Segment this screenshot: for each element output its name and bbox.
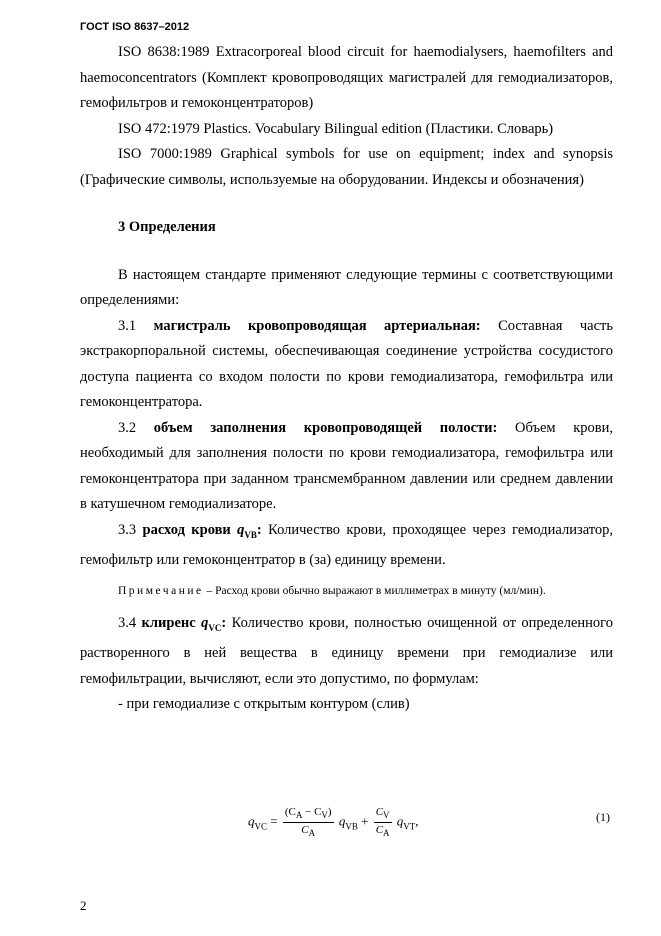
formula-mid: q: [338, 813, 346, 829]
definition-number: 3.3: [118, 521, 137, 538]
definition-colon: :: [221, 614, 227, 631]
frac1-den: C: [301, 824, 309, 837]
frac1-num-v-sub: V: [321, 810, 328, 821]
equation-number: (1): [596, 810, 610, 824]
document-body: [80, 40, 613, 718]
formula-end-sub: VT: [403, 821, 416, 832]
definition-term: магистраль кровопроводящая артериальная:: [153, 317, 481, 334]
definition-symbol: q: [237, 521, 245, 538]
frac1-den-sub: A: [308, 828, 316, 839]
definition-number: 3.4: [118, 614, 137, 631]
formula-end: q: [396, 813, 404, 829]
definition-text: Объем крови, необходимый для заполнения полости по крови гемодиализатора, гемофильтра или гемоконцентратора при заданном трансмембранном давлении или среднем давлении в катушечном гемодиализаторе.: [80, 419, 614, 512]
formula-lhs: q: [248, 813, 255, 829]
frac1-num-a-sub: A: [295, 810, 303, 821]
definition-symbol-sub: VB: [244, 529, 257, 540]
definition-text: Количество крови, полностью очищенной от определенного растворенного в ней вещества в единицу времени при гемодиализе или гемофильтрации, вычисляют, если это допустимо, по формулам:: [80, 614, 614, 687]
definition-3-3: [80, 518, 613, 574]
definition-symbol-sub: VC: [208, 622, 222, 633]
page-number: 2: [80, 898, 87, 913]
definition-term: объем заполнения кровопроводящей полости:: [153, 419, 498, 436]
section-title: 3 Определения: [118, 219, 216, 235]
note: [80, 579, 613, 605]
definition-text: Количество крови, проходящее через гемодиализатор, гемофильтр или гемоконцентратор в (за) единицу времени.: [80, 521, 614, 568]
section-intro: В настоящем стандарте применяют следующие термины с соответствующими определениями:: [80, 266, 613, 308]
reference-iso-8638: ISO 8638:1989 Extracorporeal blood circuit for haemodialysers, haemofilters and haemoconcentrators (Комплект кровопроводящих магистралей для гемодиализаторов, гемофильтров и гемоконцентраторов): [80, 44, 613, 111]
frac2-num-sub: V: [383, 810, 390, 821]
frac2-num: C: [375, 806, 384, 818]
formula-1: $q_{VC}$ = $\frac{(C_A - C_V)}{C_A}$ $q_{VB}$ + $\frac{C_V}{C_A}$ $q_{VT}$,: [248, 806, 419, 839]
definition-symbol: q: [201, 614, 209, 631]
frac1-num-close: ): [327, 806, 332, 818]
formula-plus: +: [357, 813, 372, 829]
frac2-den-sub: A: [383, 828, 390, 839]
definition-3-4: [80, 611, 613, 692]
definition-3-2: [80, 416, 613, 518]
formula-fraction-2: [374, 805, 392, 840]
reference-iso-472: ISO 472:1979 Plastics. Vocabulary Bilingual edition (Пластики. Словарь): [118, 120, 554, 137]
definition-number: 3.2: [118, 419, 137, 436]
document-header: ГОСТ ISO 8637–2012: [80, 21, 190, 33]
definition-term: расход крови: [142, 521, 231, 538]
definition-3-1: [80, 314, 613, 416]
frac2-den: C: [375, 824, 384, 837]
definition-colon: :: [256, 521, 262, 538]
formula-lhs-sub: VC: [254, 821, 268, 832]
note-text: – Расход крови обычно выражают в миллиметрах в минуту (мл/мин).: [206, 585, 546, 598]
definition-text: Составная часть экстракорпоральной системы, обеспечивающая соединение устройства сосудистого доступа пациента со входом полости по крови гемодиализатора, гемофильтра или гемоконцентратора.: [80, 317, 613, 410]
formula-fraction-1: [283, 805, 334, 840]
note-label: Примечание: [118, 585, 204, 598]
formula-mid-sub: VB: [345, 821, 358, 832]
frac1-num-a: (C: [284, 806, 296, 818]
reference-iso-7000: ISO 7000:1989 Graphical symbols for use on equipment; index and synopsis (Графические символы, используемые на оборудовании. Индексы и обозначения): [80, 146, 613, 188]
formula-tail: ,: [415, 813, 419, 829]
definition-term: клиренс: [141, 614, 196, 631]
bullet-open-circuit: - при гемодиализе с открытым контуром (слив): [118, 696, 410, 713]
frac1-num-minus: − C: [302, 806, 322, 818]
definition-number: 3.1: [118, 317, 137, 334]
